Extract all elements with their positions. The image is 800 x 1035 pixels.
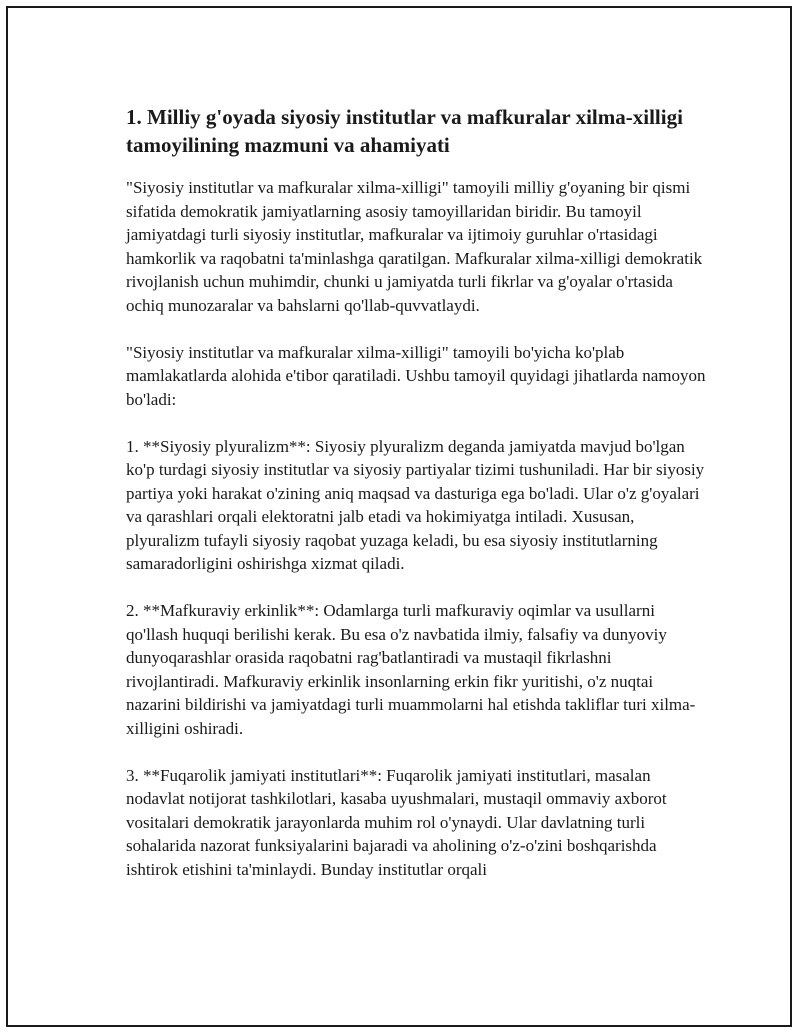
paragraph-civil-society: 3. **Fuqarolik jamiyati institutlari**: Fuqarolik jamiyati institutlari, masalan nodavlat notijorat tashkilotlari, kasaba uyushmalari, mustaqil ommaviy axborot vositalari demokratik jarayonlarda muhim rol o'ynaydi. Ular davlatning turli sohalarida nazorat funksiyalarini bajaradi va aholining o'z-o'zini boshqarishda ishtirok etishini ta'minlaydi. Bunday institutlar orqali [126,765,667,879]
document-body [126,103,706,905]
paragraph-aspects: "Siyosiy institutlar va mafkuralar xilma-xilligi" tamoyili bo'yicha ko'plab mamlakatlarda alohida e'tibor qaratiladi. Ushbu tamoyil quyidagi jihatlarda namoyon bo'ladi: [126,342,706,409]
page-frame [6,6,792,1027]
paragraph-ideological-freedom: 2. **Mafkuraviy erkinlik**: Odamlarga turli mafkuraviy oqimlar va usullarni qo'llash huquqi berilishi kerak. Bu esa o'z navbatida ilmiy, falsafiy va dunyoviy dunyoqarashlar orasida raqobatni rag'batlantiradi va mustaqil fikrlashni rivojlantiradi. Mafkuraviy erkinlik insonlarning erkin fikr yuritishi, o'z nuqtai nazarini bildirishi va jamiyatdagi turli muammolarni hal etishda takliflar turi xilma-xilligini oshiradi. [126,601,696,738]
section-heading: 1. Milliy g'oyada siyosiy institutlar va mafkuralar xilma-xilligi tamoyilining mazmuni va ahamiyati [126,105,683,157]
paragraph-intro: "Siyosiy institutlar va mafkuralar xilma-xilligi" tamoyili milliy g'oyaning bir qismi sifatida demokratik jamiyatlarning asosiy tamoyillaridan biridir. Bu tamoyil jamiyatdagi turli siyosiy institutlar, mafkuralar va ijtimoiy guruhlar o'rtasidagi hamkorlik va raqobatni ta'minlashga qaratilgan. Mafkuralar xilma-xilligi demokratik rivojlanish uchun muhimdir, chunki u jamiyatda turli fikrlar va g'oyalar o'rtasida ochiq munozaralar va bahslarni qo'llab-quvvatlaydi. [126,178,703,315]
paragraph-pluralism: 1. **Siyosiy plyuralizm**: Siyosiy plyuralizm deganda jamiyatda mavjud bo'lgan ko'p turdagi siyosiy institutlar va siyosiy partiyalar tizimi tushuniladi. Har bir siyosiy partiya yoki harakat o'zining aniq maqsad va dasturiga ega bo'ladi. Ular o'z g'oyalari va qarashlari orqali elektoratni jalb etadi va hokimiyatga intiladi. Xususan, plyuralizm tufayli siyosiy raqobat yuzaga keladi, bu esa siyosiy institutlarning samaradorligini oshirishga xizmat qiladi. [126,436,705,573]
